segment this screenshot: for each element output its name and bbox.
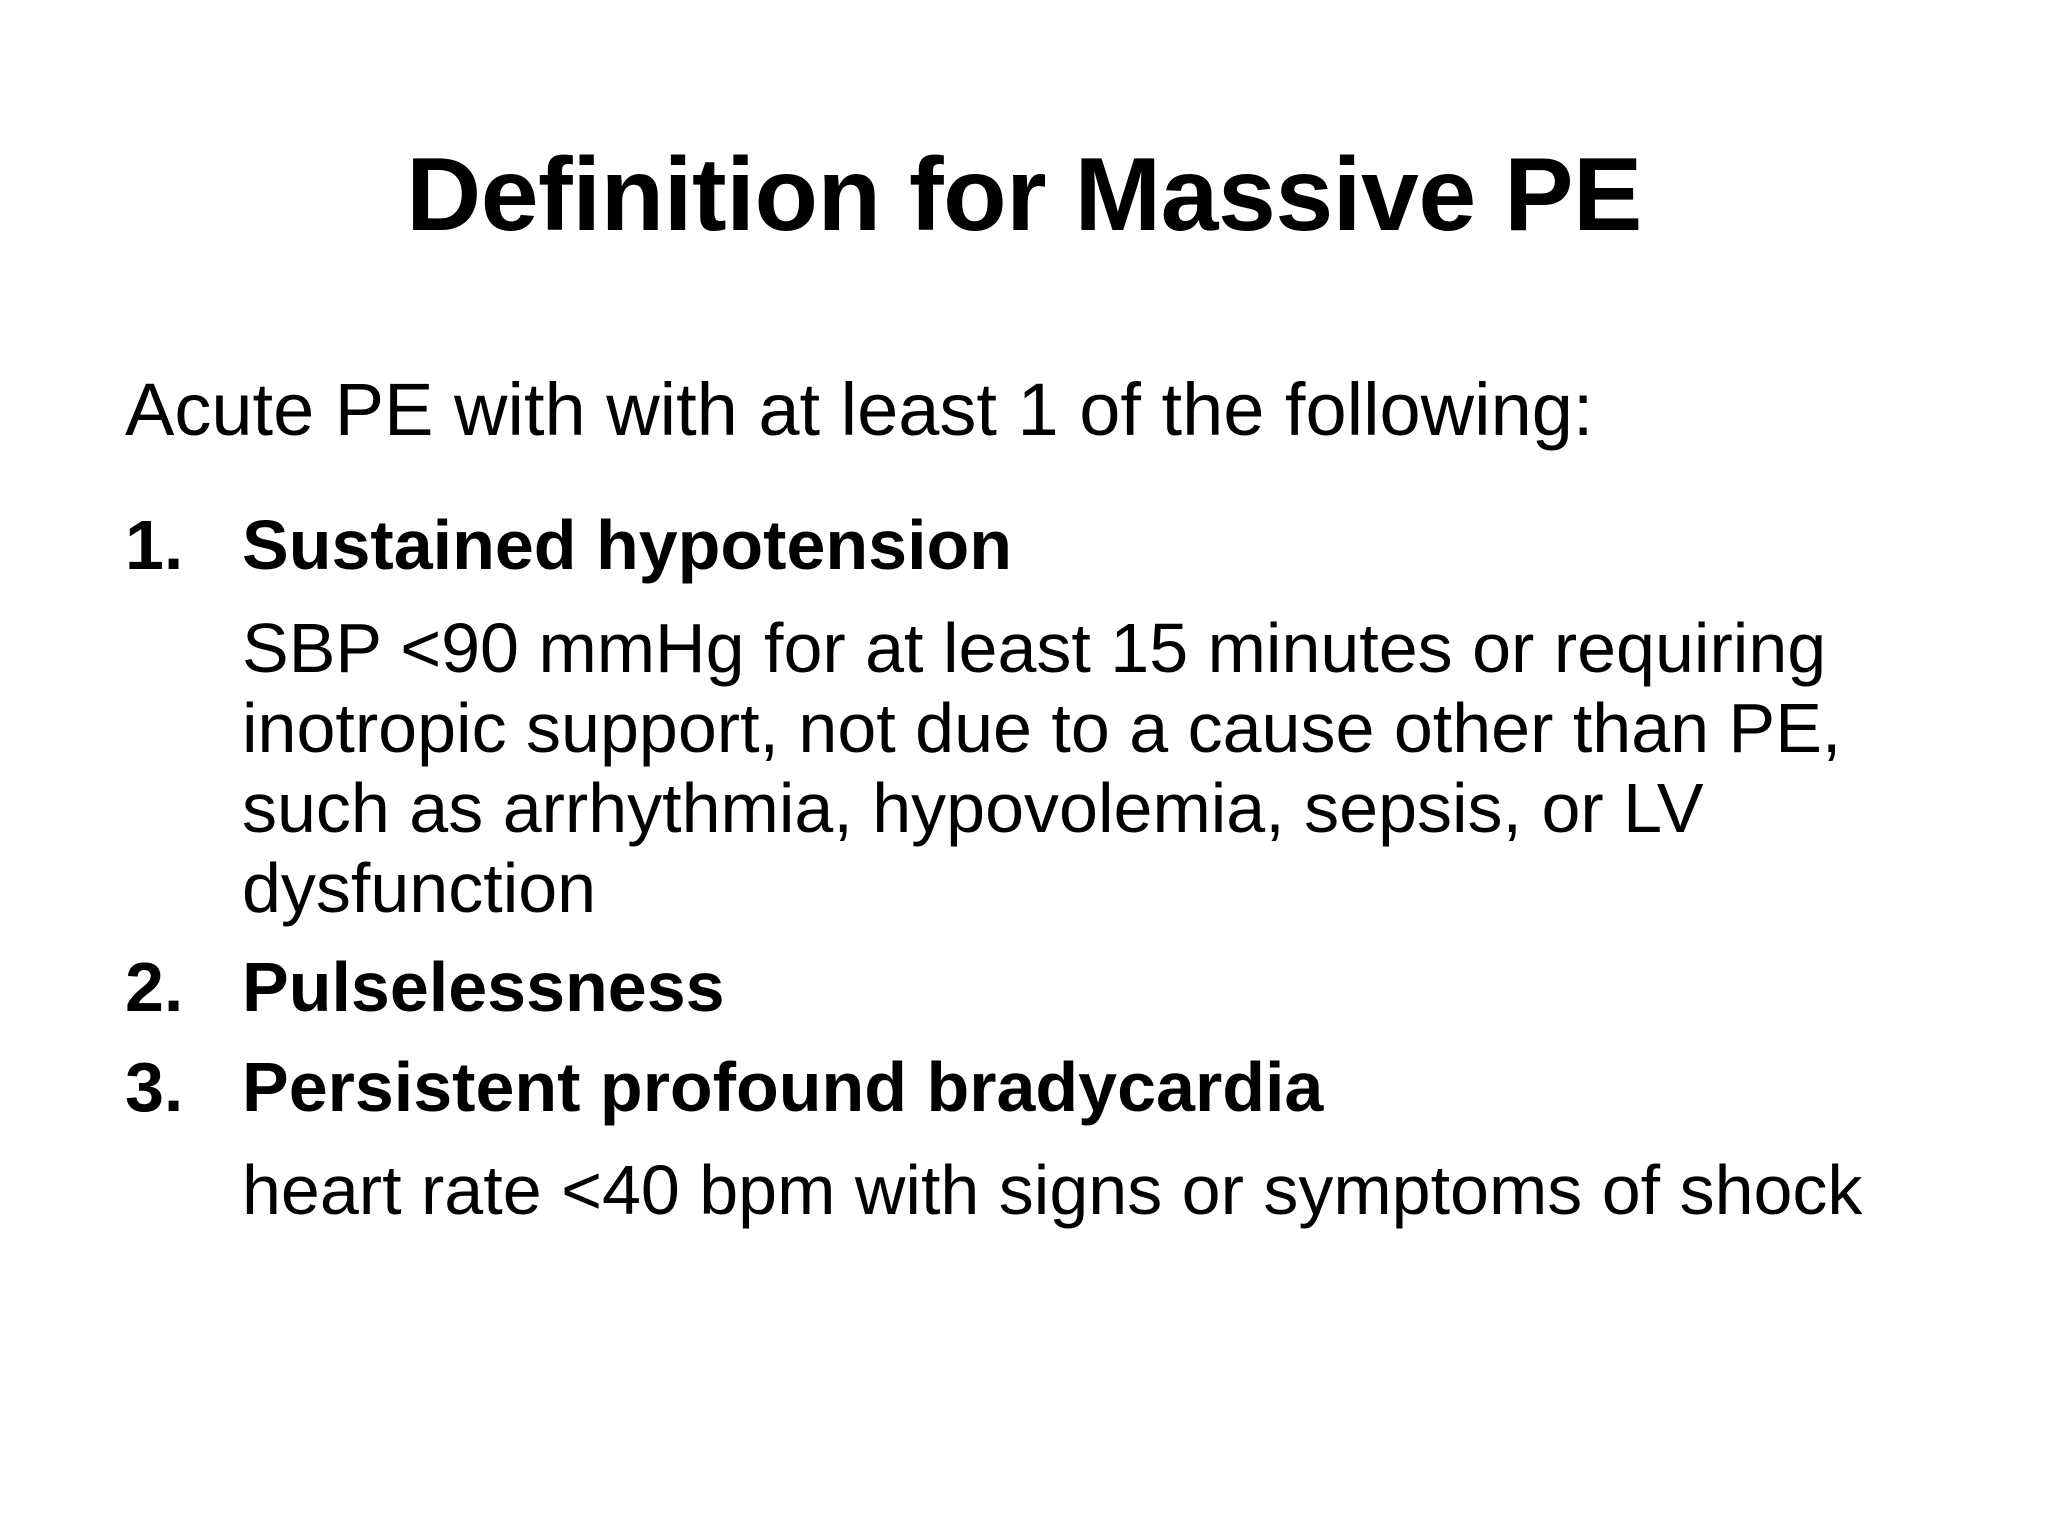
criterion-number: 1. xyxy=(125,506,184,584)
criterion-heading: Sustained hypotension xyxy=(242,506,1013,584)
criterion-detail: SBP <90 mmHg for at least 15 minutes or requiring inotropic support, not due to a cause other than PE, such as arrhythmia, hypovolemia, sepsis, or LV dysfunction xyxy=(242,609,1842,927)
criterion-pulselessness xyxy=(125,940,1965,1034)
criteria-list xyxy=(125,498,1965,1242)
criterion-persistent-bradycardia xyxy=(125,1040,1965,1230)
criterion-number: 3. xyxy=(125,1048,184,1126)
criterion-detail: heart rate <40 bpm with signs or symptoms of shock xyxy=(242,1151,1863,1229)
criterion-heading: Persistent profound bradycardia xyxy=(242,1048,1324,1126)
intro-text: Acute PE with with at least 1 of the following: xyxy=(125,368,1594,451)
criterion-number: 2. xyxy=(125,948,184,1026)
criterion-heading: Pulselessness xyxy=(242,948,725,1026)
slide-title: Definition for Massive PE xyxy=(406,137,1642,253)
criterion-sustained-hypotension xyxy=(125,498,1965,928)
